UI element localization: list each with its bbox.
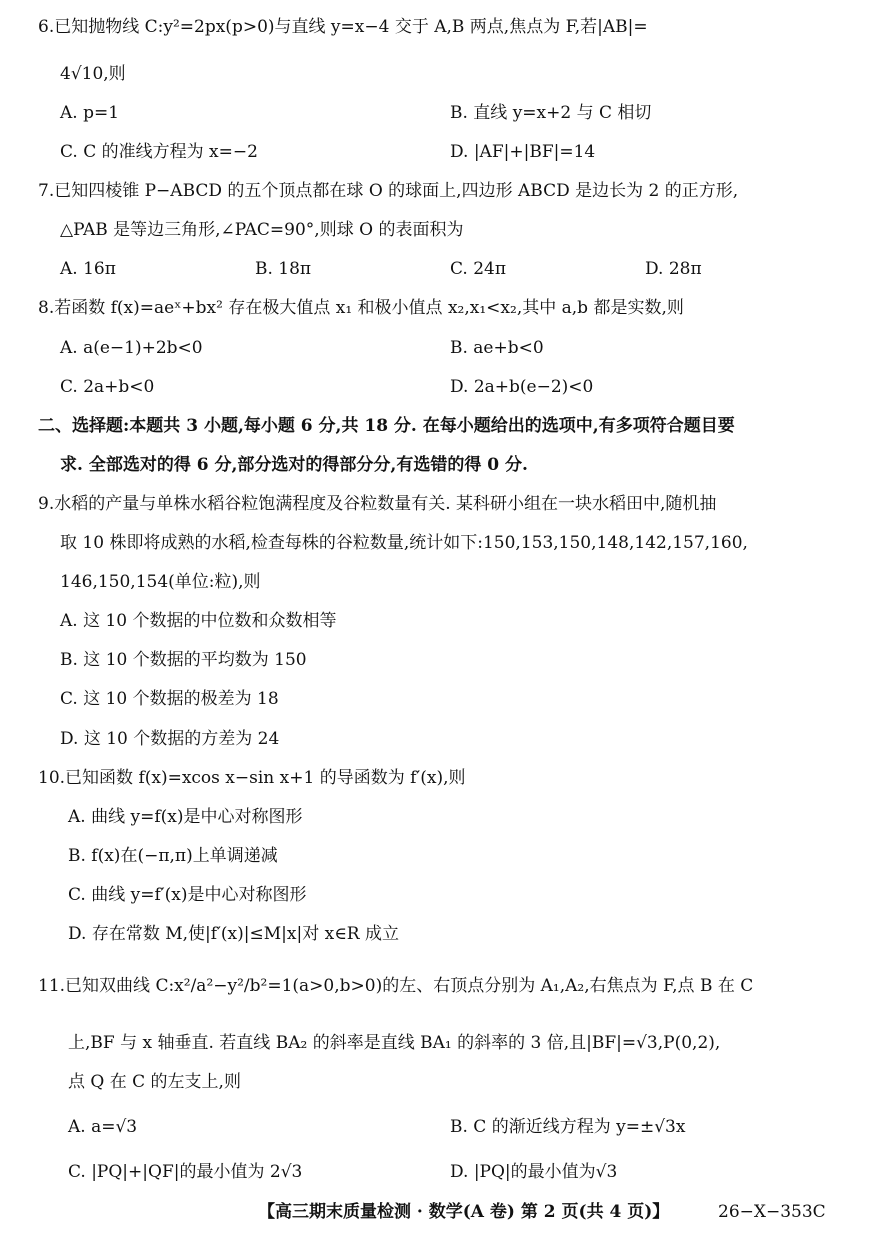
q6-stem-line1: 6.已知抛物线 C:y²=2px(p>0)与直线 y=x−4 交于 A,B 两点,焦点为 F,若|AB|= bbox=[38, 17, 648, 37]
q11-option-d: D. |PQ|的最小值为√3 bbox=[450, 1162, 618, 1182]
q9-option-b: B. 这 10 个数据的平均数为 150 bbox=[60, 650, 307, 670]
q9-stem-line1: 9.水稻的产量与单株水稻谷粒饱满程度及谷粒数量有关. 某科研小组在一块水稻田中,随机抽 bbox=[38, 494, 717, 514]
q10-stem-line1: 10.已知函数 f(x)=xcos x−sin x+1 的导函数为 f′(x),则 bbox=[38, 768, 466, 788]
q9-stem-line3: 146,150,154(单位:粒),则 bbox=[60, 572, 261, 592]
q6-option-a: A. p=1 bbox=[60, 103, 120, 123]
q8-option-d: D. 2a+b(e−2)<0 bbox=[450, 377, 594, 397]
q7-option-d: D. 28π bbox=[645, 259, 702, 279]
q7-option-a: A. 16π bbox=[60, 259, 116, 279]
q9-option-a: A. 这 10 个数据的中位数和众数相等 bbox=[60, 611, 337, 631]
q9-option-d: D. 这 10 个数据的方差为 24 bbox=[60, 729, 280, 749]
q9-stem-line2: 取 10 株即将成熟的水稻,检查每株的谷粒数量,统计如下:150,153,150,148,142,157,160, bbox=[60, 533, 748, 553]
q8-option-c: C. 2a+b<0 bbox=[60, 377, 155, 397]
page-footer-code: 26−X−353C bbox=[718, 1202, 826, 1222]
q7-stem-line1: 7.已知四棱锥 P−ABCD 的五个顶点都在球 O 的球面上,四边形 ABCD 是边长为 2 的正方形, bbox=[38, 181, 739, 201]
q8-stem-line1: 8.若函数 f(x)=aeˣ+bx² 存在极大值点 x₁ 和极小值点 x₂,x₁<x₂,其中 a,b 都是实数,则 bbox=[38, 298, 684, 318]
q7-stem-line2: △PAB 是等边三角形,∠PAC=90°,则球 O 的表面积为 bbox=[60, 220, 464, 240]
q6-stem-line2: 4√10,则 bbox=[60, 64, 126, 84]
q10-option-b: B. f(x)在(−π,π)上单调递减 bbox=[68, 846, 278, 866]
q6-option-b: B. 直线 y=x+2 与 C 相切 bbox=[450, 103, 652, 123]
section2-heading-line1: 二、选择题:本题共 3 小题,每小题 6 分,共 18 分. 在每小题给出的选项中,有多项符合题目要 bbox=[38, 416, 735, 436]
q9-option-c: C. 这 10 个数据的极差为 18 bbox=[60, 689, 279, 709]
q11-option-b: B. C 的渐近线方程为 y=±√3x bbox=[450, 1117, 686, 1137]
q11-stem-line2: 上,BF 与 x 轴垂直. 若直线 BA₂ 的斜率是直线 BA₁ 的斜率的 3 倍,且|BF|=√3,P(0,2), bbox=[68, 1033, 721, 1053]
q11-stem-line3: 点 Q 在 C 的左支上,则 bbox=[68, 1072, 241, 1092]
q11-option-c: C. |PQ|+|QF|的最小值为 2√3 bbox=[68, 1162, 303, 1182]
page-footer-title: 【高三期末质量检测 · 数学(A 卷) 第 2 页(共 4 页)】 bbox=[258, 1202, 670, 1222]
q10-option-d: D. 存在常数 M,使|f′(x)|≤M|x|对 x∈R 成立 bbox=[68, 924, 399, 944]
q7-option-c: C. 24π bbox=[450, 259, 507, 279]
q8-option-b: B. ae+b<0 bbox=[450, 338, 544, 358]
q6-option-c: C. C 的准线方程为 x=−2 bbox=[60, 142, 258, 162]
q8-option-a: A. a(e−1)+2b<0 bbox=[60, 338, 203, 358]
q11-option-a: A. a=√3 bbox=[68, 1117, 138, 1137]
q10-option-c: C. 曲线 y=f′(x)是中心对称图形 bbox=[68, 885, 307, 905]
q10-option-a: A. 曲线 y=f(x)是中心对称图形 bbox=[68, 807, 303, 827]
q6-option-d: D. |AF|+|BF|=14 bbox=[450, 142, 596, 162]
section2-heading-line2: 求. 全部选对的得 6 分,部分选对的得部分分,有选错的得 0 分. bbox=[60, 455, 528, 475]
q11-stem-line1: 11.已知双曲线 C:x²/a²−y²/b²=1(a>0,b>0)的左、右顶点分别为 A₁,A₂,右焦点为 F,点 B 在 C bbox=[38, 976, 754, 996]
q7-option-b: B. 18π bbox=[255, 259, 312, 279]
